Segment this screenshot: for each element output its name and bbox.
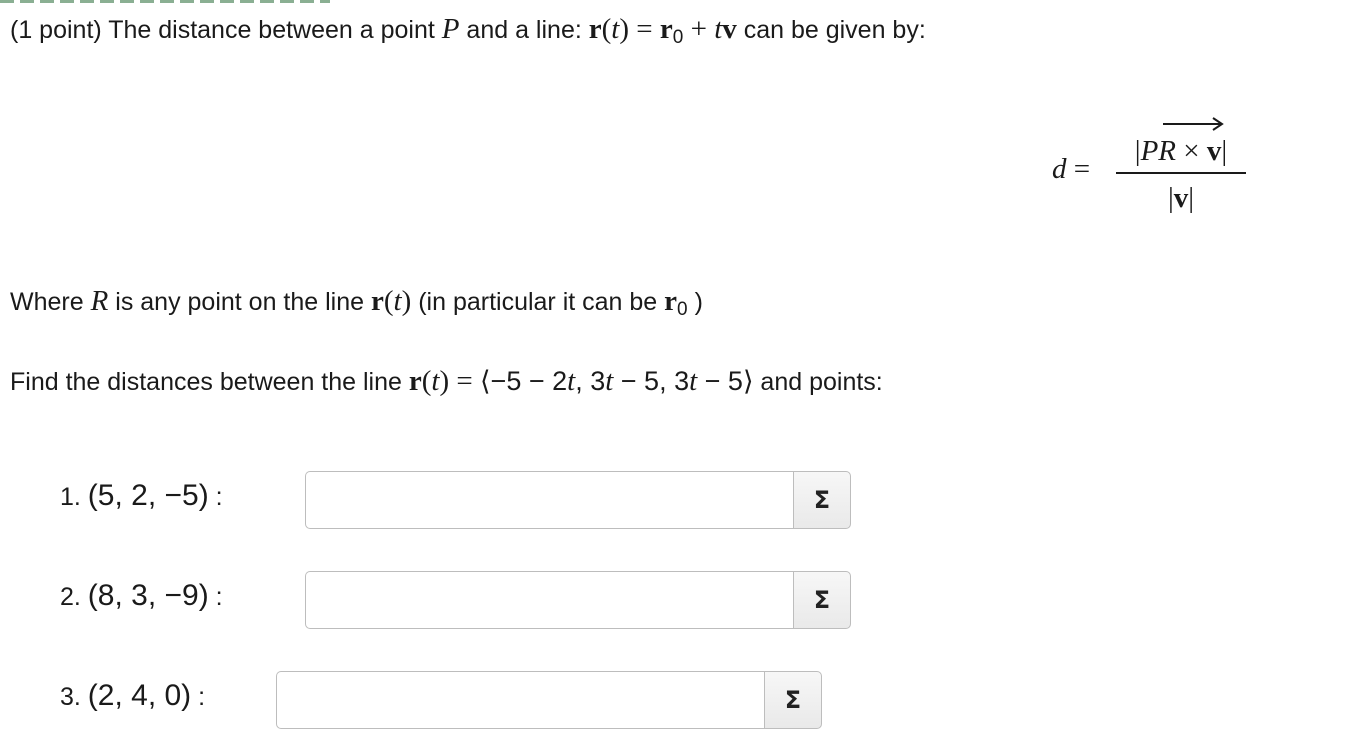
- question-label-3: 3. (2, 4, 0) :: [60, 679, 206, 712]
- answer-input-3[interactable]: [276, 671, 765, 729]
- point-var: P: [441, 13, 460, 45]
- distance-formula: [1052, 110, 1252, 220]
- sigma-icon: Σ: [784, 686, 802, 714]
- subscript-zero: 0: [677, 299, 688, 320]
- t-var: t: [393, 285, 402, 317]
- subscript-zero: 0: [672, 27, 684, 48]
- point-coordinates: (2, 4, 0): [87, 679, 192, 712]
- cross-symbol: ×: [1176, 135, 1207, 167]
- r0-bold: r: [664, 285, 678, 317]
- intro-text: (1 point) The distance between a point: [10, 16, 442, 44]
- find-sentence: Find the distances between the line r(t) = ⟨−5 − 2t, 3t − 5, 3t − 5⟩ and points:: [10, 365, 883, 397]
- formula-denominator: |v|: [1167, 182, 1195, 214]
- vector-arrow-icon: [1163, 117, 1225, 131]
- v-bold: v: [1206, 135, 1222, 167]
- question-label-2: 2. (8, 3, −9) :: [60, 579, 223, 612]
- header-remnant: [0, 0, 330, 3]
- t-var: t: [431, 365, 440, 397]
- pr-vector: PR: [1140, 135, 1177, 167]
- where-sentence: Where R is any point on the line r(t) (in particular it can be $r_0$ ): [10, 285, 703, 320]
- intro-text-2: and a line:: [459, 16, 589, 44]
- equals: =: [1066, 153, 1091, 185]
- point-coordinates: (8, 3, −9): [87, 579, 209, 612]
- intro-suffix: can be given by:: [736, 16, 926, 44]
- vector-component: ⟨−5 − 2: [480, 366, 568, 396]
- plus: +: [683, 13, 715, 45]
- equation-editor-button-2[interactable]: [793, 571, 851, 629]
- d-var: d: [1052, 153, 1067, 185]
- question-row-3: [60, 671, 822, 731]
- question-row-1: [60, 471, 852, 531]
- formula-numerator: |PR × v|: [1134, 135, 1228, 167]
- t-var: t: [611, 13, 620, 45]
- answer-input-1[interactable]: [305, 471, 794, 529]
- equation-editor-button-1[interactable]: [793, 471, 851, 529]
- r0-bold: r: [659, 13, 673, 45]
- r-point-var: R: [90, 285, 109, 317]
- question-row-2: [60, 571, 852, 631]
- intro-sentence: (1 point) The distance between a point P and a line: $r(t) = r_0$ + tv can be given by:: [10, 13, 926, 48]
- fraction-bar: [1116, 172, 1246, 174]
- sigma-icon: Σ: [813, 586, 831, 614]
- t-var: t: [714, 13, 723, 45]
- equals: =: [629, 13, 660, 45]
- formula-lhs: [1052, 153, 1090, 186]
- sigma-icon: Σ: [813, 486, 831, 514]
- point-coordinates: (5, 2, −5): [87, 479, 209, 512]
- equation-editor-button-3[interactable]: [764, 671, 822, 729]
- v-bold: v: [722, 13, 737, 45]
- question-label-1: 1. (5, 2, −5) :: [60, 479, 223, 512]
- r-bold: r: [408, 365, 422, 397]
- r-bold: r: [370, 285, 384, 317]
- answer-input-2[interactable]: [305, 571, 794, 629]
- v-bold: v: [1173, 182, 1189, 214]
- r-bold: r: [588, 13, 602, 45]
